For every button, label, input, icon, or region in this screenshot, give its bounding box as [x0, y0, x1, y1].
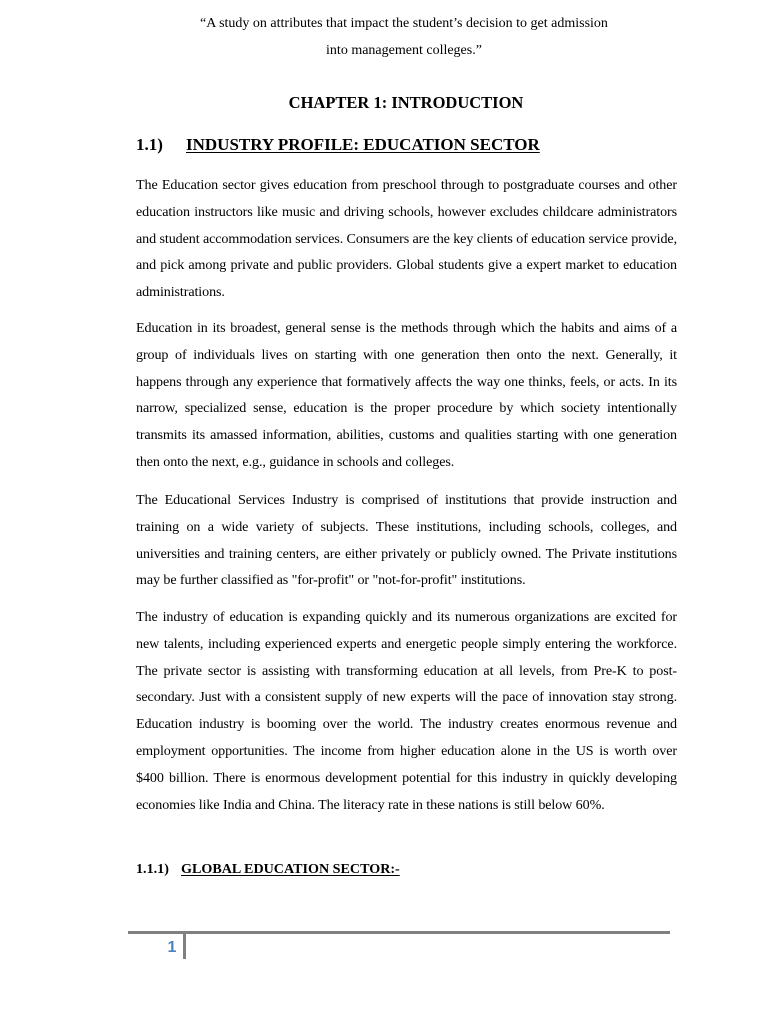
page-number: 1: [167, 939, 177, 956]
running-title-line-1: “A study on attributes that impact the student’s decision to get admission: [200, 16, 608, 31]
footer-rule: [128, 931, 670, 934]
paragraph-industry-growth: The industry of education is expanding quickly and its numerous organizations are excited for new talents, including experienced experts and energetic people simply entering the workforce. The private sector is assisting with transforming education at all levels, from Pre-K to post-secondary. Just with a consistent supply of new experts will the pace of innovation stay strong. Education industry is booming over the world. The industry creates enormous revenue and employment opportunities. The income from higher education alone in the US is worth over $400 billion. There is enormous development potential for this industry in quickly developing economies like India and China. The literacy rate in these nations is still below 60%.: [136, 609, 677, 813]
subsection-title: GLOBAL EDUCATION SECTOR:-: [181, 861, 400, 877]
subsection-number: 1.1.1): [136, 861, 169, 877]
running-title-line-2: into management colleges.”: [326, 43, 482, 58]
paragraph-educational-services-industry: The Educational Services Industry is comprised of institutions that provide instruction and training on a wide variety of subjects. These institutions, including schools, colleges, and universities and training centers, are either privately or publicly owned. The Private institutions may be further classified as "for-profit" or "not-for-profit" institutions.: [136, 492, 677, 589]
paragraph-education-definition: Education in its broadest, general sense is the methods through which the habits and aims of a group of individuals lives on starting with one generation then onto the next. Generally, it happens through any experience that formatively affects the way one thinks, feels, or acts. In its narrow, specialized sense, education is the proper procedure by which society intentionally transmits its amassed information, abilities, customs and qualities starting with one generation then onto the next, e.g., guidance in schools and colleges.: [136, 320, 677, 470]
section-heading: [136, 133, 540, 157]
chapter-heading: CHAPTER 1: INTRODUCTION: [288, 93, 524, 112]
section-number: 1.1): [136, 135, 163, 154]
paragraph-education-sector: The Education sector gives education from preschool through to postgraduate courses and other education instructors like music and driving schools, however excludes childcare administrators and student accommodation services. Consumers are the key clients of education service provide, and pick among private and public providers. Global students give a expert market to education administrations.: [136, 177, 677, 301]
running-title: [0, 10, 768, 64]
subsection-heading: [136, 858, 400, 880]
footer-divider: [183, 932, 186, 959]
section-title: INDUSTRY PROFILE: EDUCATION SECTOR: [186, 135, 540, 154]
